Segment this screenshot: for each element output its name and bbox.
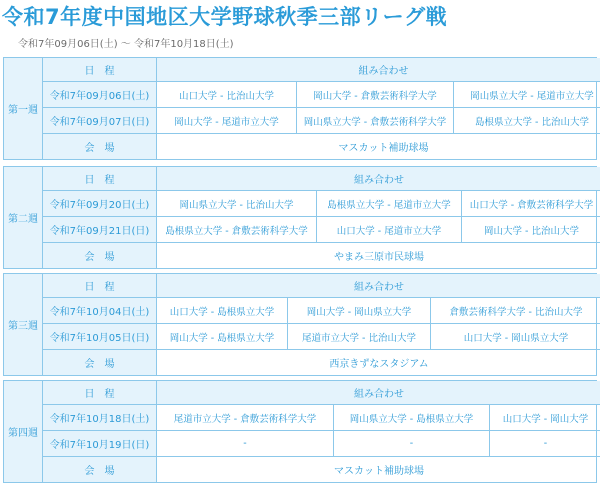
week-label: 第二週 bbox=[4, 167, 43, 268]
matches-column-header: 組み合わせ bbox=[157, 58, 600, 81]
venue-row bbox=[43, 457, 600, 482]
table-header-row bbox=[43, 381, 600, 405]
table-row bbox=[43, 217, 600, 243]
week-table bbox=[3, 380, 597, 483]
match-cell: 島根県立大学 - 比治山大学 bbox=[475, 116, 589, 128]
schedule-column-header: 日 程 bbox=[43, 274, 157, 297]
page-title: 令和7年度中国地区大学野球秋季三部リーグ戦 bbox=[2, 5, 448, 29]
match-cell: 尾道市立大学 - 比治山大学 bbox=[288, 324, 431, 349]
week-label: 第三週 bbox=[4, 274, 43, 375]
game-date: 令和7年10月04日(土) bbox=[43, 298, 157, 323]
table-row bbox=[43, 298, 600, 324]
match-cell: 岡山大学 - 島根県立大学 bbox=[157, 324, 288, 349]
table-row bbox=[43, 191, 600, 217]
game-date: 令和7年10月19日(日) bbox=[43, 431, 157, 456]
game-date: 令和7年10月18日(土) bbox=[43, 405, 157, 430]
game-date: 令和7年09月06日(土) bbox=[43, 82, 157, 107]
table-row bbox=[43, 324, 600, 350]
match-cell: 山口大学 - 島根県立大学 bbox=[157, 298, 288, 323]
match-cell: 岡山大学 - 比治山大学 bbox=[484, 225, 579, 237]
schedule-column-header: 日 程 bbox=[43, 167, 157, 190]
matches-column-header: 組み合わせ bbox=[157, 167, 600, 190]
match-cell: 山口大学 - 倉敷芸術科学大学 bbox=[469, 199, 594, 211]
match-cell: 島根県立大学 - 倉敷芸術科学大学 bbox=[157, 217, 317, 242]
table-header-row bbox=[43, 274, 600, 298]
game-date: 令和7年09月20日(土) bbox=[43, 191, 157, 216]
match-cell: 岡山県立大学 - 倉敷芸術科学大学 bbox=[297, 108, 454, 133]
league-period: 令和7年09月06日(土) 〜 令和7年10月18日(土) bbox=[18, 39, 234, 50]
match-cell: 岡山大学 - 岡山県立大学 bbox=[288, 298, 431, 323]
match-cell: 岡山大学 - 倉敷芸術科学大学 bbox=[297, 82, 454, 107]
venue-name: 西京きずなスタジアム bbox=[329, 359, 429, 370]
table-row bbox=[43, 82, 600, 108]
match-cell: 倉敷芸術科学大学 - 比治山大学 bbox=[449, 306, 583, 318]
match-cell: 島根県立大学 - 尾道市立大学 bbox=[317, 191, 462, 216]
venue-row bbox=[43, 243, 600, 268]
game-date: 令和7年10月05日(日) bbox=[43, 324, 157, 349]
match-cell: 山口大学 - 比治山大学 bbox=[157, 82, 297, 107]
match-cell: - bbox=[334, 431, 490, 456]
table-header-row bbox=[43, 167, 600, 191]
matches-column-header: 組み合わせ bbox=[157, 381, 600, 404]
venue-row bbox=[43, 134, 600, 159]
week-table bbox=[3, 57, 597, 160]
match-cell: 岡山大学 - 尾道市立大学 bbox=[157, 108, 297, 133]
match-cell: 山口大学 - 尾道市立大学 bbox=[317, 217, 462, 242]
venue-label: 会 場 bbox=[43, 243, 157, 268]
game-date: 令和7年09月07日(日) bbox=[43, 108, 157, 133]
week-label: 第四週 bbox=[4, 381, 43, 482]
match-cell: 山口大学 - 岡山大学 bbox=[502, 413, 589, 425]
match-cell: 岡山県立大学 - 尾道市立大学 bbox=[470, 90, 594, 102]
match-cell: 尾道市立大学 - 倉敷芸術科学大学 bbox=[157, 405, 334, 430]
venue-row bbox=[43, 350, 600, 375]
week-table bbox=[3, 273, 597, 376]
venue-name: マスカット補助球場 bbox=[334, 466, 424, 477]
match-cell: 岡山県立大学 - 島根県立大学 bbox=[334, 405, 490, 430]
week-table bbox=[3, 166, 597, 269]
match-cell: - bbox=[157, 431, 334, 456]
game-date: 令和7年09月21日(日) bbox=[43, 217, 157, 242]
table-row bbox=[43, 405, 600, 431]
match-cell: - bbox=[543, 438, 548, 449]
venue-label: 会 場 bbox=[43, 350, 157, 375]
venue-name: マスカット補助球場 bbox=[338, 143, 429, 154]
match-cell: 岡山県立大学 - 比治山大学 bbox=[157, 191, 317, 216]
venue-label: 会 場 bbox=[43, 457, 157, 482]
schedule-column-header: 日 程 bbox=[43, 58, 157, 81]
week-label: 第一週 bbox=[4, 58, 43, 159]
table-row bbox=[43, 108, 600, 134]
match-cell: 山口大学 - 岡山県立大学 bbox=[463, 332, 569, 344]
table-header-row bbox=[43, 58, 600, 82]
venue-label: 会 場 bbox=[43, 134, 157, 159]
table-row bbox=[43, 431, 600, 457]
matches-column-header: 組み合わせ bbox=[157, 274, 600, 297]
schedule-column-header: 日 程 bbox=[43, 381, 157, 404]
venue-name: やまみ三原市民球場 bbox=[334, 252, 424, 263]
